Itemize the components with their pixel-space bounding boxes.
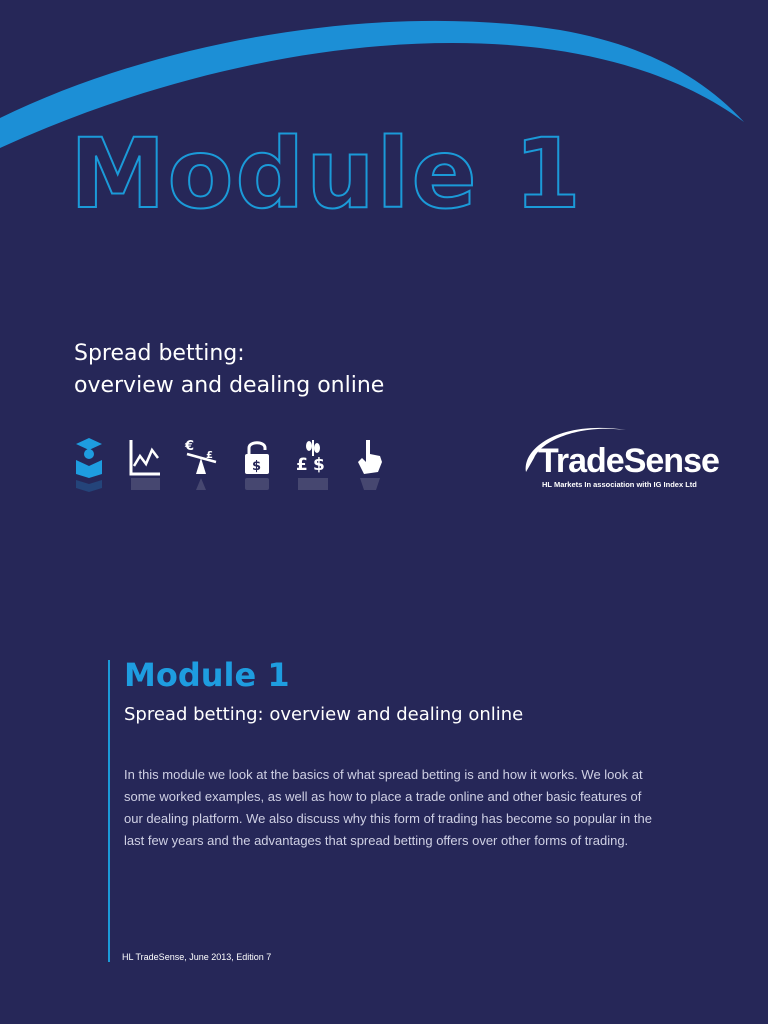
currency-seesaw-icon [184,436,218,494]
currency-plant-icon [296,436,330,494]
logo-wordmark: TradeSense [538,442,719,480]
pointing-hand-icon [352,436,386,494]
cover-title: Module 1 [70,118,583,230]
svg-text:$: $ [313,455,325,475]
vertical-divider [108,660,110,962]
tradesense-logo [520,418,719,494]
logo-tagline: HL Markets In association with IG Index Ltd [542,480,697,489]
cover-subtitle [74,338,384,402]
subtitle-line-1: Spread betting: [74,341,245,366]
padlock-dollar-icon [240,436,274,494]
subtitle-line-2: overview and dealing online [74,373,385,398]
module-heading: Module 1 [124,656,290,694]
student-icon [72,436,106,494]
svg-text:£: £ [296,455,308,475]
chart-icon [128,436,162,494]
edition-footer: HL TradeSense, June 2013, Edition 7 [122,952,272,962]
svg-text:$: $ [252,459,262,474]
svg-text:€: € [185,439,195,454]
module-description: In this module we look at the basics of what spread betting is and how it works. We look at some worked examples, as well as how to place a trade online and other basic features of our dealing platform. We also discuss why this form of trading has become so popular in the last few years and the advantages that spread betting offers over other forms of trading. [124,767,652,848]
topic-icons [72,436,386,494]
module-subheading: Spread betting: overview and dealing online [124,704,524,725]
svg-text:£: £ [206,450,213,461]
